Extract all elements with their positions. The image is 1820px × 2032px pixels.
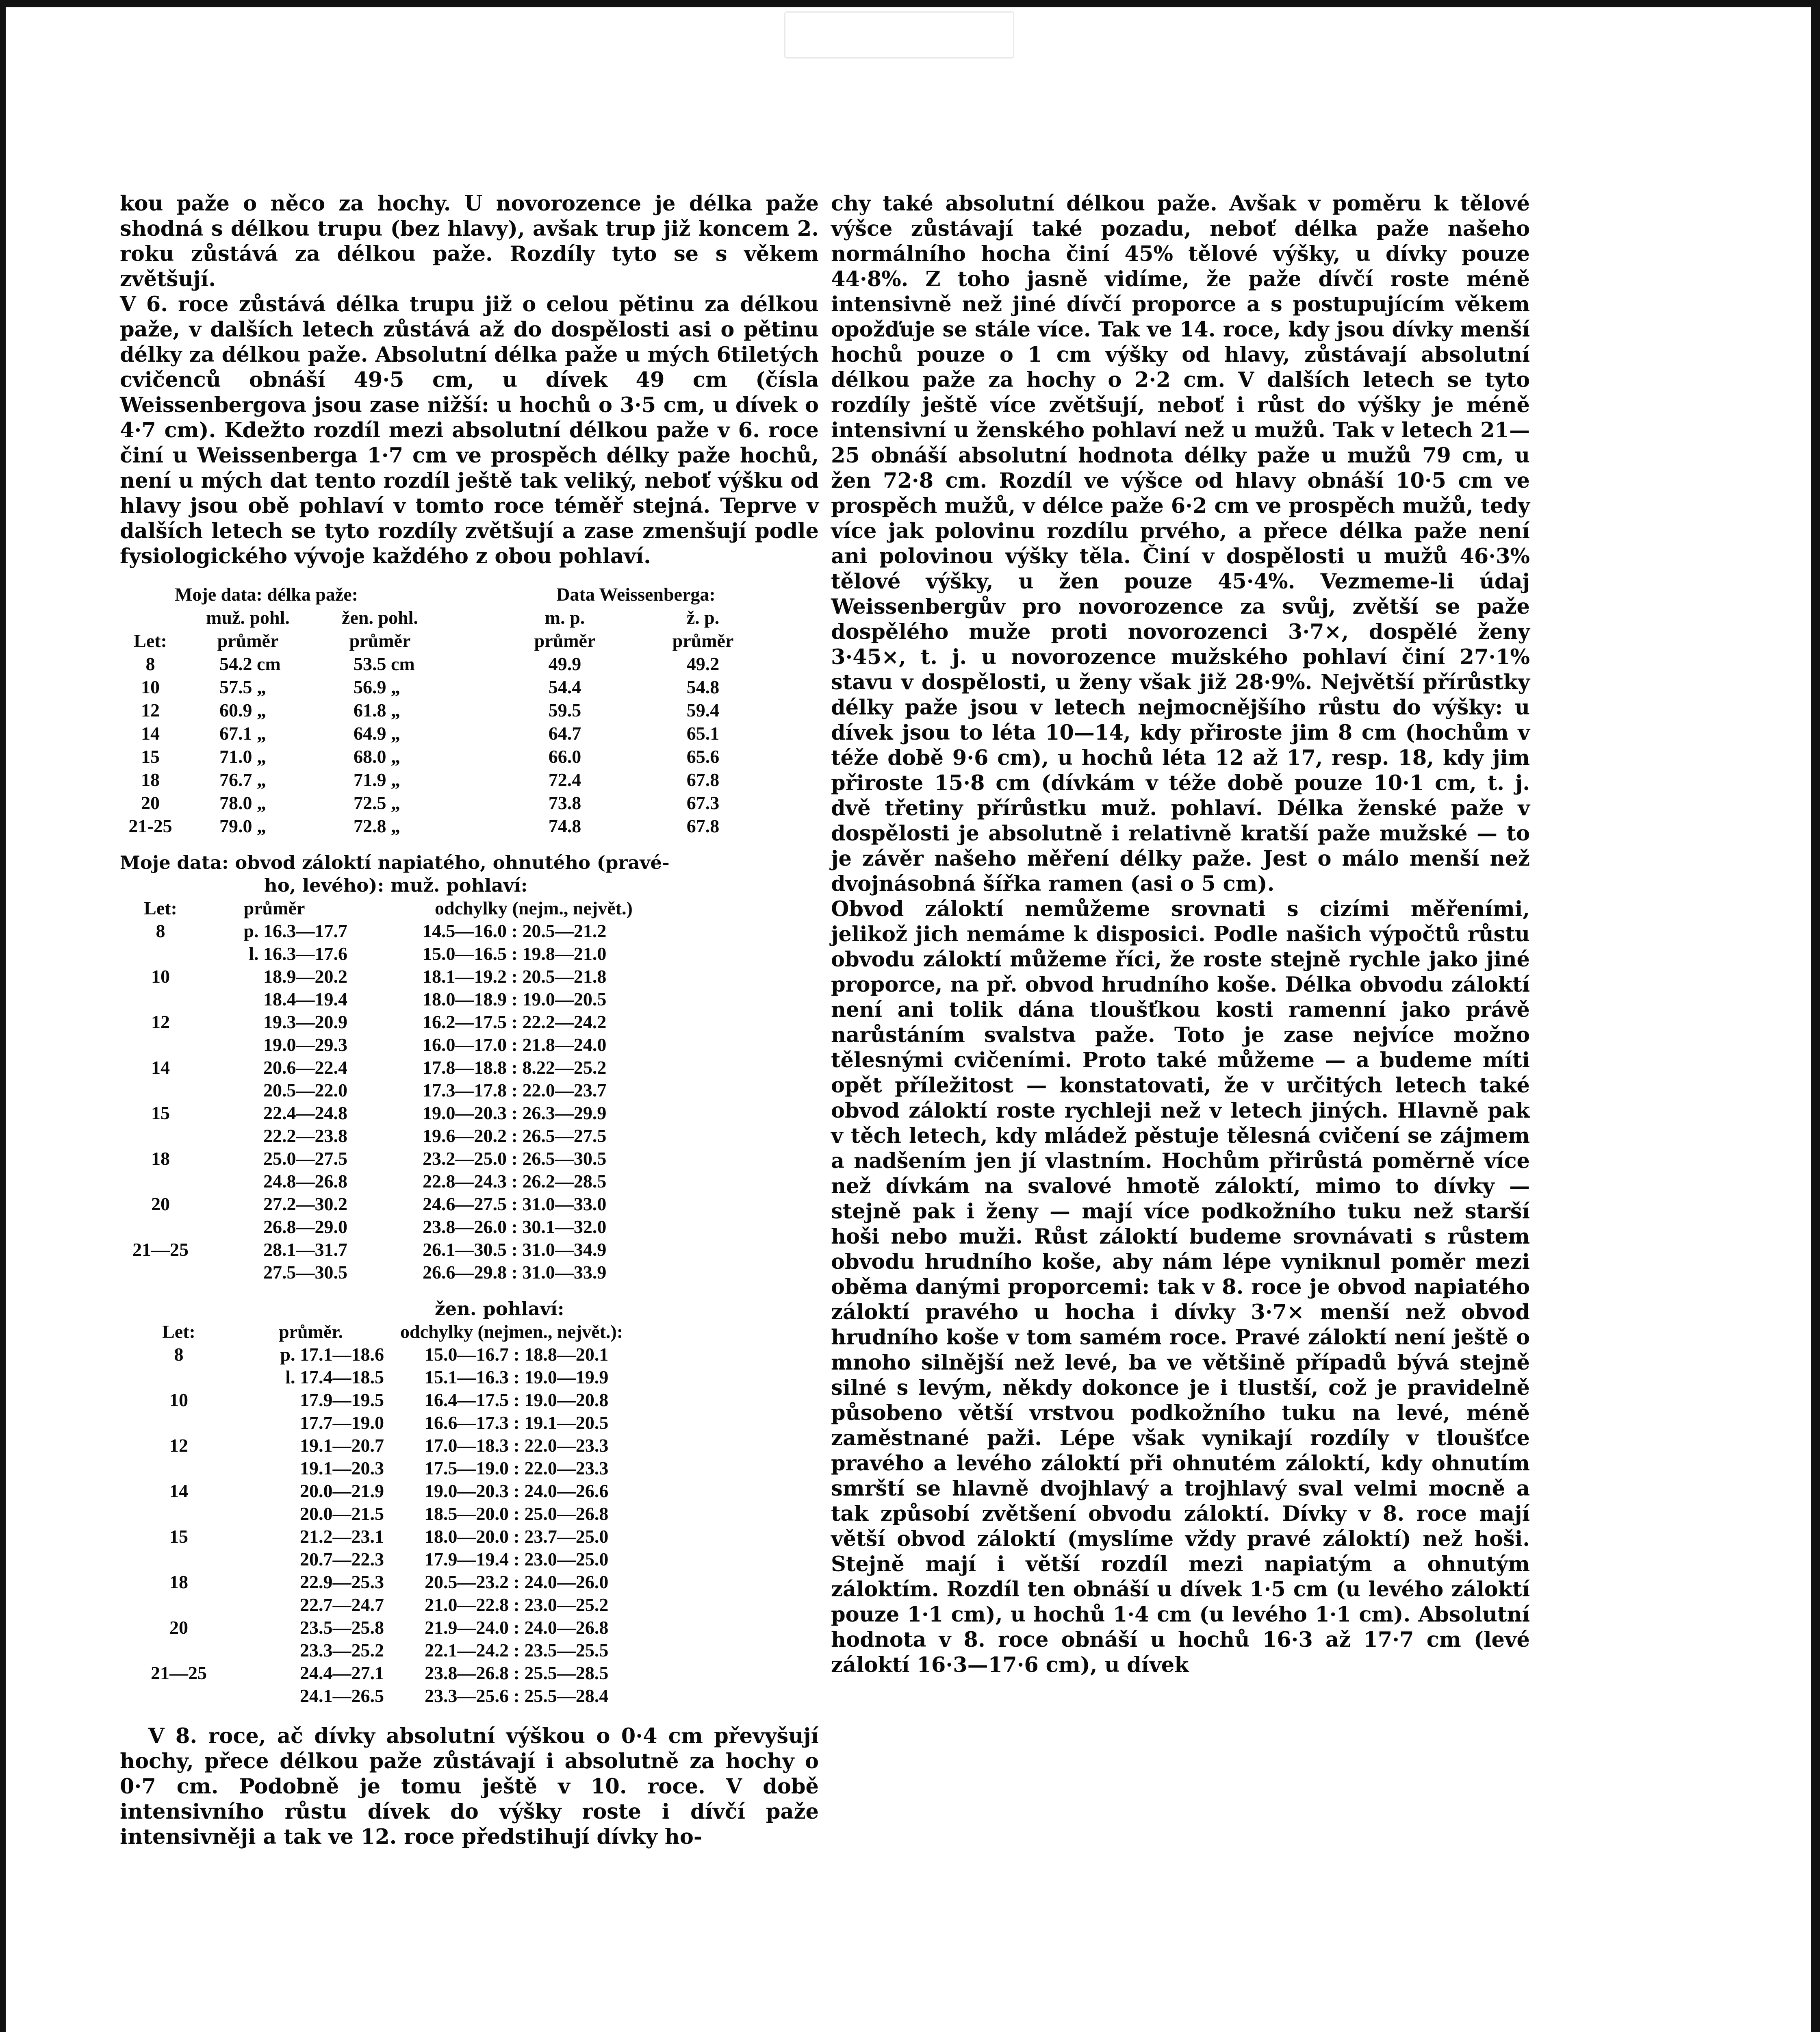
age-cell: 15 [151,1103,170,1123]
age-cell [120,1033,201,1056]
deviation-cell: 23.8—26.0 : 30.1—32.0 [423,1216,607,1237]
table-row [120,1411,819,1434]
average-cell: 18.4—19.4 [263,989,347,1009]
age-cell [120,1366,238,1389]
female-value-cell: 53.5 cm [354,653,415,674]
table-row [120,988,819,1011]
age-cell [120,1548,238,1571]
male-value-cell: 57.5 „ [219,677,266,697]
average-cell: l. 17.4—18.5 [285,1367,384,1387]
column-header: m. p. [544,607,585,628]
male-value-cell: 67.1 „ [219,723,266,744]
age-cell: 12 [151,1012,170,1032]
age-cell: 8 [145,653,155,674]
table-row [120,814,774,838]
deviation-cell: 16.2—17.5 : 22.2—24.2 [423,1012,607,1032]
table-row [120,1343,819,1366]
weiss-male-value-cell: 73.8 [548,792,581,813]
average-cell: 26.8—29.0 [263,1216,347,1237]
table-row [120,699,774,722]
age-cell: 18 [141,769,160,790]
table-row [120,1548,819,1571]
average-cell: 22.9—25.3 [300,1572,384,1592]
table-row [120,942,819,965]
table-heading: Data Weissenberga: [556,584,716,605]
weiss-female-value-cell: 65.1 [686,723,720,744]
deviation-cell: 22.8—24.3 : 26.2—28.5 [423,1171,607,1192]
deviation-cell: 26.1—30.5 : 31.0—34.9 [423,1239,607,1260]
male-value-cell: 78.0 „ [219,792,266,813]
column-header: Let: [162,1321,195,1342]
average-cell: 24.1—26.5 [300,1685,384,1706]
male-value-cell: 79.0 „ [219,816,266,836]
table-caption: ho, levého): muž. pohlaví: [264,875,528,896]
table-row [120,1571,819,1593]
deviation-cell: 17.0—18.3 : 22.0—23.3 [425,1435,609,1456]
table-row [120,1193,819,1216]
age-cell [120,1457,238,1480]
deviation-cell: 26.6—29.8 : 31.0—33.9 [423,1262,607,1283]
table-caption: žen. pohlaví: [435,1298,564,1320]
column-header: odchylky (nejm., největ.) [435,898,633,918]
age-cell: 14 [151,1057,170,1078]
deviation-cell: 23.3—25.6 : 25.5—28.4 [425,1685,609,1706]
average-cell: 20.5—22.0 [263,1080,347,1101]
weiss-female-value-cell: 54.8 [686,677,720,697]
column-header: průměr [349,630,411,651]
table-row [120,1238,819,1261]
average-cell: 17.7—19.0 [300,1412,384,1433]
arm-length-table [120,583,774,838]
table-row [120,1434,819,1457]
average-cell: p. 16.3—17.7 [243,920,347,941]
average-cell: 22.2—23.8 [263,1125,347,1146]
age-cell [120,1125,201,1147]
average-cell: 17.9—19.5 [300,1389,384,1410]
table-row [120,722,774,745]
table-row [120,1525,819,1548]
average-cell: 23.5—25.8 [300,1617,384,1638]
weiss-female-value-cell: 67.8 [686,816,720,836]
average-cell: 23.3—25.2 [300,1640,384,1661]
average-cell: 24.4—27.1 [300,1663,384,1683]
table-row [120,1639,819,1662]
column-header: průměr. [278,1321,343,1342]
average-cell: 21.2—23.1 [300,1526,384,1547]
column-header: průměr [672,630,734,651]
average-cell: p. 17.1—18.6 [280,1344,384,1365]
average-cell: 24.8—26.8 [263,1171,347,1192]
deviation-cell: 14.5—16.0 : 20.5—21.2 [423,920,607,941]
paragraph: V 8. roce, ač dívky absolutní výškou o 0·4 cm převyšují hochy, přece délkou paže zůstávají i absolutně za hochy o 0·7 cm. Podobně je tomu ještě v 10. roce. V době intensivního růstu dívek do výšky roste i dívčí paže intensivněji a tak ve 12. roce předstihují dívky ho- [120,1724,819,1849]
column-header: žen. pohl. [342,607,418,628]
table-row [120,1685,819,1707]
weiss-male-value-cell: 59.5 [548,700,581,721]
average-cell: 20.0—21.9 [300,1481,384,1501]
deviation-cell: 22.1—24.2 : 23.5—25.5 [425,1640,609,1661]
female-value-cell: 61.8 „ [354,700,400,721]
table-row [120,1480,819,1502]
scan-border-right [1811,0,1820,2032]
table-row [120,768,774,791]
male-value-cell: 76.7 „ [219,769,266,790]
table-row [120,675,774,699]
paragraph: kou paže o něco za hochy. U novorozence je délka paže shodná s délkou trupu (bez hlavy), avšak trup již koncem 2. roku zůstává za délkou paže. Rozdíly tyto se s věkem zvětšují. [120,191,819,291]
age-cell: 10 [141,677,160,697]
right-column [831,191,1530,1678]
average-cell: 22.7—24.7 [300,1594,384,1615]
scan-artifact [784,11,1014,59]
deviation-cell: 15.1—16.3 : 19.0—19.9 [425,1367,609,1387]
average-cell: 19.1—20.7 [300,1435,384,1456]
age-cell: 15 [169,1526,188,1547]
table-row [120,1033,819,1056]
table-row [120,920,819,942]
table-row [120,1125,819,1147]
weiss-male-value-cell: 66.0 [548,746,581,767]
column-header: Let: [144,898,177,918]
table-row [120,745,774,768]
weiss-male-value-cell: 64.7 [548,723,581,744]
weiss-male-value-cell: 74.8 [548,816,581,836]
table-row [120,1593,819,1616]
age-cell: 18 [169,1572,188,1592]
deviation-cell: 17.5—19.0 : 22.0—23.3 [425,1458,609,1478]
age-cell: 21—25 [151,1663,207,1683]
age-cell: 8 [174,1344,184,1365]
paragraph: V 6. roce zůstává délka trupu již o celou pětinu za délkou paže, v dalších letech zůstává až do dospělosti asi o pětinu délky za délkou paže. Absolutní délka paže u mých 6tiletých cvičenců obnáší 49·5 cm, u dívek 49 cm (čísla Weissenbergova jsou zase nižší: u hochů o 3·5 cm, u dívek o 4·7 cm). Kdežto rozdíl mezi absolutní délkou paže v 6. roce činí u Weissenberga 1·7 cm ve prospěch délky paže hochů, není u mých dat tento rozdíl ještě tak veliký, neboť výšku od hlavy jsou obě pohlaví v tomto roce téměř stejná. Teprve v dalších letech se tyto rozdíly zvětšují a zase zmenšují podle fysiologického vývoje každého z obou pohlaví. [120,292,819,569]
male-value-cell: 60.9 „ [219,700,266,721]
deviation-cell: 24.6—27.5 : 31.0—33.0 [423,1194,607,1214]
age-cell [120,1502,238,1525]
age-cell: 20 [151,1194,170,1214]
deviation-cell: 15.0—16.5 : 19.8—21.0 [423,943,607,964]
deviation-cell: 23.8—26.8 : 25.5—28.5 [425,1663,609,1683]
weiss-male-value-cell: 54.4 [548,677,581,697]
table-row [120,1261,819,1284]
deviation-cell: 18.5—20.0 : 25.0—26.8 [425,1503,609,1524]
weiss-female-value-cell: 65.6 [686,746,720,767]
column-header: Let: [134,630,167,651]
weiss-female-value-cell: 67.8 [686,769,720,790]
average-cell: 18.9—20.2 [263,966,347,987]
average-cell: 20.0—21.5 [300,1503,384,1524]
average-cell: 19.0—29.3 [263,1034,347,1055]
scan-border-top [0,0,1820,7]
table-caption: Moje data: obvod záloktí napiatého, ohnutého (pravé- [120,852,670,873]
average-cell: 19.1—20.3 [300,1458,384,1478]
table-row [120,1662,819,1685]
deviation-cell: 19.0—20.3 : 24.0—26.6 [425,1481,609,1501]
deviation-cell: 17.8—18.8 : 8.22—25.2 [423,1057,607,1078]
weiss-male-value-cell: 49.9 [548,653,581,674]
age-cell [120,942,201,965]
age-cell [120,1639,238,1662]
table-row [120,1011,819,1033]
elbow-female-table-block [120,1298,819,1707]
age-cell [120,1411,238,1434]
column-header: odchylky (nejmen., největ.): [400,1321,623,1342]
female-value-cell: 72.8 „ [354,816,400,836]
age-cell: 14 [169,1481,188,1501]
table-row [120,1366,819,1389]
average-cell: 19.3—20.9 [263,1012,347,1032]
age-cell: 18 [151,1148,170,1169]
average-cell: 27.5—30.5 [263,1262,347,1283]
elbow-male-table-block [120,851,819,1284]
female-value-cell: 72.5 „ [354,792,400,813]
deviation-cell: 18.0—18.9 : 19.0—20.5 [423,989,607,1009]
age-cell: 10 [151,966,170,987]
deviation-cell: 20.5—23.2 : 24.0—26.0 [425,1572,609,1592]
female-value-cell: 56.9 „ [354,677,400,697]
table-row [120,1102,819,1125]
elbow-male-table [120,897,819,1284]
table-row [120,1389,819,1411]
deviation-cell: 21.9—24.0 : 24.0—26.8 [425,1617,609,1638]
table-row [120,1170,819,1193]
scan-border-left [0,0,6,2032]
age-cell: 21—25 [132,1239,189,1260]
deviation-cell: 23.2—25.0 : 26.5—30.5 [423,1148,607,1169]
deviation-cell: 16.4—17.5 : 19.0—20.8 [425,1389,609,1410]
deviation-cell: 17.3—17.8 : 22.0—23.7 [423,1080,607,1101]
weiss-female-value-cell: 49.2 [686,653,720,674]
age-cell: 10 [169,1389,188,1410]
female-value-cell: 64.9 „ [354,723,400,744]
female-value-cell: 68.0 „ [354,746,400,767]
table-row [120,1616,819,1639]
average-cell: 22.4—24.8 [263,1103,347,1123]
age-cell: 20 [169,1617,188,1638]
age-cell [120,1593,238,1616]
average-cell: 27.2—30.2 [263,1194,347,1214]
average-cell: 28.1—31.7 [263,1239,347,1260]
table-row [120,1056,819,1079]
weiss-male-value-cell: 72.4 [548,769,581,790]
weiss-female-value-cell: 67.3 [686,792,720,813]
female-value-cell: 71.9 „ [354,769,400,790]
column-header: ž. p. [686,607,720,628]
age-cell [120,1685,238,1707]
age-cell: 12 [141,700,160,721]
deviation-cell: 19.0—20.3 : 26.3—29.9 [423,1103,607,1123]
age-cell: 8 [156,920,165,941]
deviation-cell: 15.0—16.7 : 18.8—20.1 [425,1344,609,1365]
table-row [120,791,774,814]
average-cell: 25.0—27.5 [263,1148,347,1169]
table-row [120,1216,819,1238]
average-cell: 20.6—22.4 [263,1057,347,1078]
left-column [120,191,819,1850]
paragraph: Obvod záloktí nemůžeme srovnati s cizími měřeními, jelikož jich nemáme k disposici. Podle našich výpočtů růstu obvodu záloktí můžeme říci, že roste stejně rychle jako jiné proporce, na př. obvod hrudního koše. Délka obvodu záloktí není ani tolik dána tloušťkou kosti ramenní jako právě narůstáním svalstva paže. Toto je zase nejvíce možno tělesnými cvičeními. Proto také můžeme — a budeme míti opět příležitost — konstatovati, že v určitých letech také obvod záloktí roste rychleji než v letech jiných. Hlavně pak v těch letech, kdy mládež pěstuje tělesná cvičení se zájmem a nadšením jen jí vlastním. Hochům přirůstá poměrně více než dívkám na svalové hmotě záloktí, mimo to dívky — stejně pak i ženy — mají více podkožního tuku než starší hoši nebo muži. Růst záloktí budeme srovnávati s růstem obvodu hrudního koše, aby nám lépe vyniknul poměr mezi oběma danými proporcemi: tak v 8. roce je obvod napiatého záloktí pravého u hocha i dívky 3·7× menší než obvod hrudního koše v tom samém roce. Pravé záloktí není ještě o mnoho silnější než levé, ba ve většině případů bývá stejně silné s levým, někdy dokonce je i tlustší, což je pravidelně působeno větší vrstvou podkožního tuku na levé, méně zaměstnané paži. Lépe však vynikají rozdíly v tloušťce pravého a levého záloktí při ohnutém záloktí, kdy ohnutím smrští se hlavně dvojhlavý a trojhlavý sval velmi mocně a tak způsobí zvětšení obvodu záloktí. Dívky v 8. roce mají větší obvod záloktí (myslíme vždy pravé záloktí) než hoši. Stejně mají i větší rozdíl mezi napiatým a ohnutým záloktím. Rozdíl ten obnáší u dívek 1·5 cm (u levého záloktí pouze 1·1 cm), u hochů 1·4 cm (u levého 1·1 cm). Absolutní hodnota v 8. roce obnáší u hochů 16·3 až 17·7 cm (levé záloktí 16·3—17·6 cm), u dívek [831,897,1530,1677]
column-header: průměr [217,630,279,651]
age-cell: 14 [141,723,160,744]
age-cell: 15 [141,746,160,767]
elbow-female-table [120,1320,819,1707]
column-header: průměr [243,898,305,918]
age-cell: 20 [141,792,160,813]
table-row [120,1147,819,1170]
age-cell [120,1261,201,1284]
age-cell [120,988,201,1011]
deviation-cell: 18.0—20.0 : 23.7—25.0 [425,1526,609,1547]
table-heading: Moje data: délka paže: [175,584,358,605]
age-cell [120,1216,201,1238]
table-row [120,1457,819,1480]
table-row [120,652,774,675]
arm-length-table-block [120,583,819,838]
age-cell [120,1170,201,1193]
weiss-female-value-cell: 59.4 [686,700,720,721]
male-value-cell: 71.0 „ [219,746,266,767]
average-cell: 20.7—22.3 [300,1549,384,1570]
age-cell [120,1079,201,1102]
age-cell: 21-25 [128,816,172,836]
average-cell: l. 16.3—17.6 [249,943,347,964]
column-header: průměr [534,630,596,651]
column-header: muž. pohl. [206,607,290,628]
deviation-cell: 19.6—20.2 : 26.5—27.5 [423,1125,607,1146]
male-value-cell: 54.2 cm [219,653,281,674]
deviation-cell: 21.0—22.8 : 23.0—25.2 [425,1594,609,1615]
deviation-cell: 16.6—17.3 : 19.1—20.5 [425,1412,609,1433]
table-row [120,965,819,988]
deviation-cell: 18.1—19.2 : 20.5—21.8 [423,966,607,987]
table-row [120,1502,819,1525]
paragraph: chy také absolutní délkou paže. Avšak v poměru k tělové výšce zůstávají také pozadu, neboť délka paže našeho normálního hocha činí 45% tělové výšky, u dívky pouze 44·8%. Z toho jasně vidíme, že paže dívčí roste méně intensivně než jiné dívčí proporce a s postupujícím věkem opožďuje se stále více. Tak ve 14. roce, kdy jsou dívky menší hochů pouze o 1 cm výšky od hlavy, zůstávají absolutní délkou paže za hochy o 2·2 cm. V dalších letech se tyto rozdíly ještě více zvětšují, neboť i růst do výšky je méně intensivní u ženského pohlaví než u mužů. Tak v letech 21—25 obnáší absolutní hodnota délky paže u mužů 79 cm, u žen 72·8 cm. Rozdíl ve výšce od hlavy obnáší 10·5 cm ve prospěch mužů, v délce paže 6·2 cm ve prospěch mužů, tedy více jak polovinu rozdílu prvého, a přece délka paže není ani polovinou výšky těla. Činí v dospělosti u mužů 46·3% tělové výšky, u žen pouze 45·4%. Vezmeme-li údaj Weissenbergův pro novorozence za svůj, zvětší se paže dospělého muže proti novorozenci 3·7×, dospělé ženy 3·45×, t. j. u novorozence mužského pohlaví činí 27·1% stavu v dospělosti, u ženy však již 28·9%. Největší přírůstky délky paže jsou v letech nejmocnějšího růstu do výšky: u dívek jsou to léta 10—14, kdy přiroste jim 8 cm (hochům v téže době 9·6 cm), u hochů léta 12 až 17, resp. 18, kdy jim přiroste 15·8 cm (dívkám v téže době pouze 10·1 cm, t. j. dvě třetiny přírůstku muž. pohlaví. Délka ženské paže v dospělosti je absolutně i relativně kratší paže mužské — to je závěr našeho měření délky paže. Jest o málo menší než dvojnásobná šířka ramen (asi o 5 cm). [831,191,1530,896]
age-cell: 12 [169,1435,188,1456]
deviation-cell: 17.9—19.4 : 23.0—25.0 [425,1549,609,1570]
table-row [120,1079,819,1102]
deviation-cell: 16.0—17.0 : 21.8—24.0 [423,1034,607,1055]
